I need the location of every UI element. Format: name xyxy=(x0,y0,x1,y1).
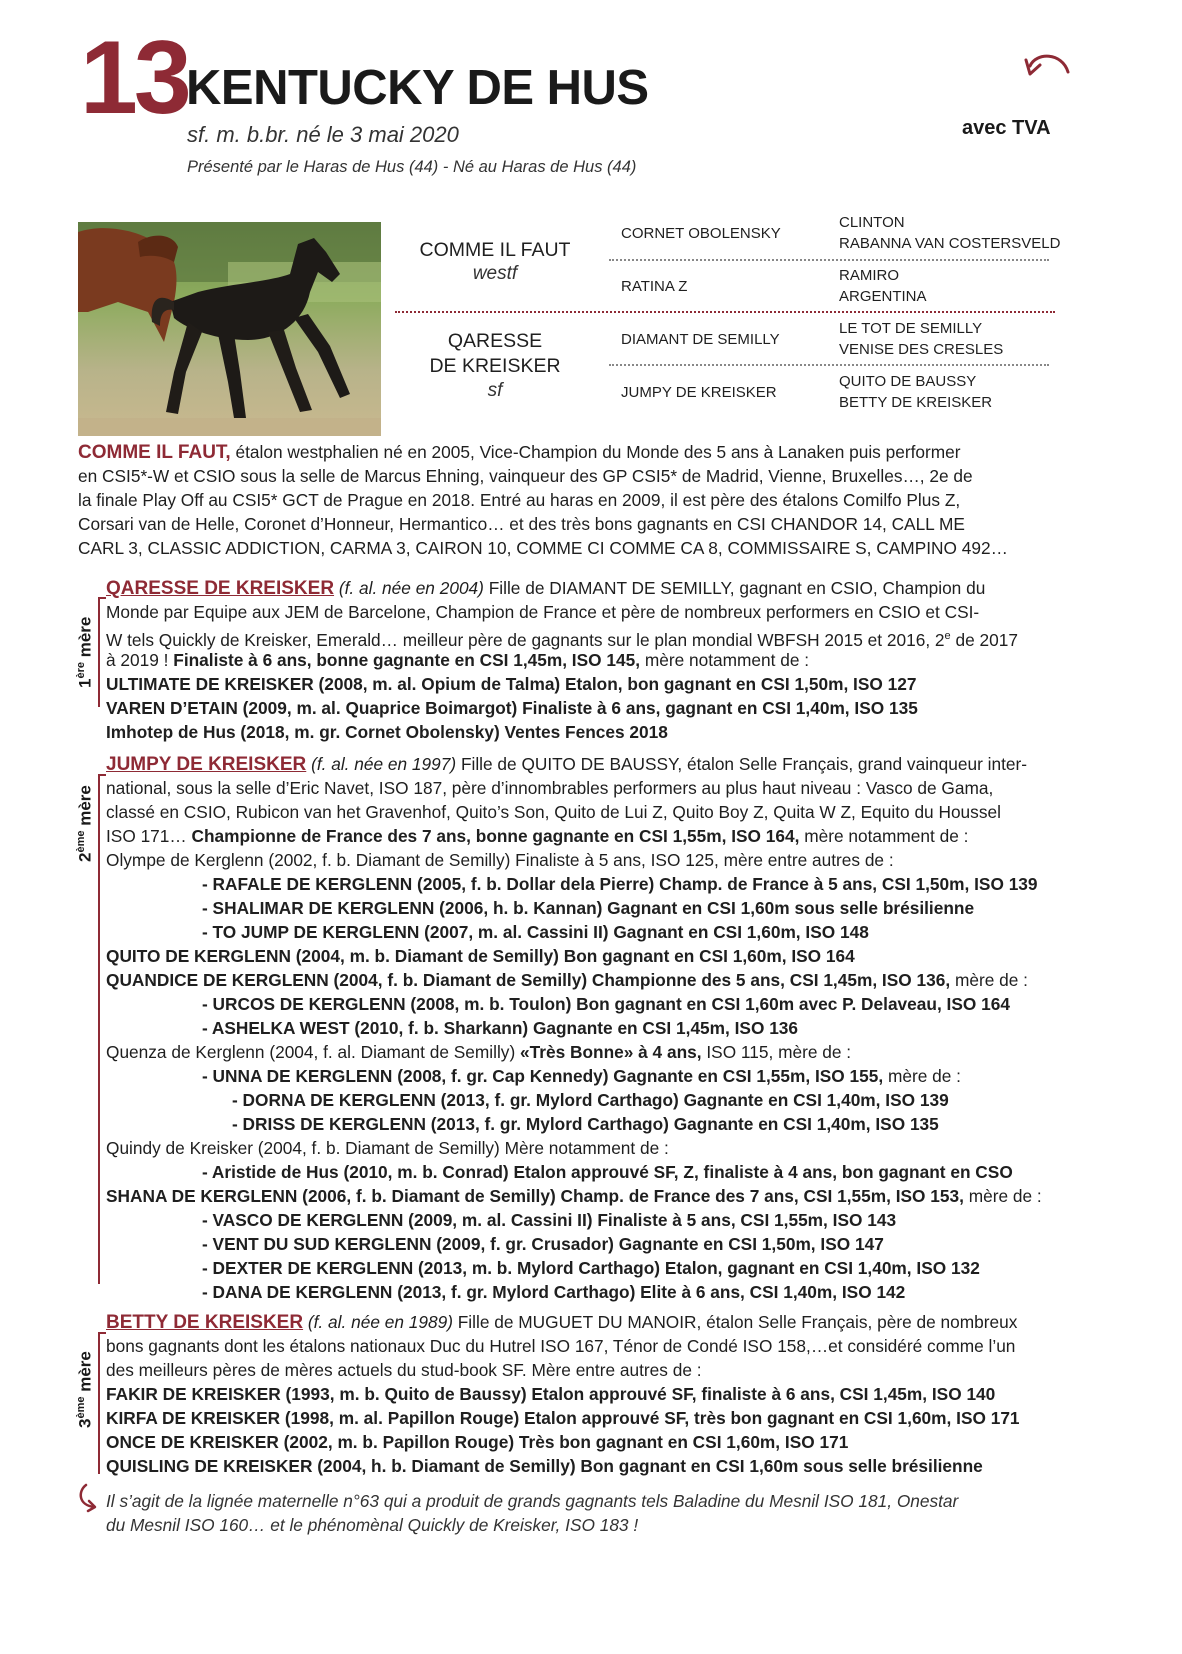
pedigree-divider xyxy=(609,364,1049,366)
second-dam-line-10: QUANDICE DE KERGLENN (2004, f. b. Diamant de Semilly) Championne des 5 ans, CSI 1,45m, ISO 136, mère de : xyxy=(106,970,1028,990)
footer-note xyxy=(106,1489,1106,1537)
pedigree-sire-name: COMME IL FAUT xyxy=(419,239,571,261)
pedigree-gen3-5: LE TOT DE SEMILLY xyxy=(839,320,983,337)
third-dam-offspring: ONCE DE KREISKER (2002, m. b. Papillon Rouge) Très bon gagnant en CSI 1,60m, ISO 171 xyxy=(106,1432,849,1452)
second-dam-line-17: Quindy de Kreisker (2004, f. b. Diamant de Semilly) Mère notamment de : xyxy=(106,1138,669,1158)
second-dam-line-14: - UNNA DE KERGLENN (2008, f. gr. Cap Kennedy) Gagnante en CSI 1,55m, ISO 155, mère de : xyxy=(202,1066,961,1086)
first-dam-line-1: QARESSE DE KREISKER (f. al. née en 2004) Fille de DIAMANT DE SEMILLY, gagnant en CSIO, Champion du xyxy=(106,578,986,599)
first-dam-line-2: Monde par Equipe aux JEM de Barcelone, Champion de France et père de nombreux performers en CSIO et CSI- xyxy=(106,602,980,622)
third-dam-line-1: BETTY DE KREISKER (f. al. née en 1989) Fille de MUGUET DU MANOIR, étalon Selle Français, père de nombreux xyxy=(106,1312,1018,1333)
footer-note-line-1: Il s’agit de la lignée maternelle n°63 qui a produit de grands gagnants tels Baladine du Mesnil ISO 181, Onestar xyxy=(106,1491,959,1511)
pedigree-gen3-3: RAMIRO xyxy=(839,267,899,284)
tva-label: avec TVA xyxy=(962,117,1051,139)
second-dam-line-6: - RAFALE DE KERGLENN (2005, f. b. Dollar dela Pierre) Champ. de France à 5 ans, CSI 1,50m, ISO 139 xyxy=(202,874,1038,894)
second-dam-line-5: Olympe de Kerglenn (2002, f. b. Diamant de Semilly) Finaliste à 5 ans, ISO 125, mère entre autres de : xyxy=(106,850,894,870)
third-dam-offspring: FAKIR DE KREISKER (1993, m. b. Quito de Baussy) Etalon approuvé SF, finaliste à 6 ans, CSI 1,45m, ISO 140 xyxy=(106,1384,996,1404)
footer-note-line-2: du Mesnil ISO 160… et le phénomènal Quickly de Kreisker, ISO 183 ! xyxy=(106,1515,639,1535)
first-dam-offspring: ULTIMATE DE KREISKER (2008, m. al. Opium de Talma) Etalon, bon gagnant en CSI 1,50m, ISO 127 xyxy=(106,674,917,694)
pedigree-gen3-4: ARGENTINA xyxy=(839,288,927,305)
second-dam-line-23: - DANA DE KERGLENN (2013, f. gr. Mylord Carthago) Elite à 6 ans, CSI 1,40m, ISO 142 xyxy=(202,1282,906,1302)
pedigree-divider-main xyxy=(395,311,1055,313)
third-dam-offspring: KIRFA DE KREISKER (1998, m. al. Papillon Rouge) Etalon approuvé SF, très bon gagnant en CSI 1,60m, ISO 171 xyxy=(106,1408,1020,1428)
section-bracket xyxy=(98,774,100,1284)
second-dam-line-9: QUITO DE KERGLENN (2004, m. b. Diamant de Semilly) Bon gagnant en CSI 1,60m, ISO 164 xyxy=(106,946,855,966)
second-dam-line-2: national, sous la selle d’Eric Navet, ISO 187, père d’innombrables performers au plus haut niveau : Vasco de Gama, xyxy=(106,778,994,798)
horse-photo xyxy=(78,222,381,436)
first-dam-label: 1ère mère xyxy=(75,616,95,688)
presented-by: Présenté par le Haras de Hus (44) - Né au Haras de Hus (44) xyxy=(187,158,637,176)
third-dam-line-3: des meilleurs pères de mères actuels du stud-book SF. Mère entre autres de : xyxy=(106,1360,702,1380)
pedigree-gen3-6: VENISE DES CRESLES xyxy=(839,341,1004,358)
pedigree-gen2-1: CORNET OBOLENSKY xyxy=(621,225,781,242)
second-dam-line-22: - DEXTER DE KERGLENN (2013, m. b. Mylord Carthago) Etalon, gagnant en CSI 1,40m, ISO 132 xyxy=(202,1258,980,1278)
pedigree-dam-name-line2: DE KREISKER xyxy=(429,355,561,377)
pedigree-gen3-2: RABANNA VAN COSTERSVELD xyxy=(839,235,1061,252)
sire-line-1: COMME IL FAUT, étalon westphalien né en 2005, Vice-Champion du Monde des 5 ans à Lanaken puis performer xyxy=(78,442,961,463)
third-dam-label: 3ème mère xyxy=(75,1351,95,1428)
pedigree-gen2-4: JUMPY DE KREISKER xyxy=(621,384,777,401)
pedigree-gen2-3: DIAMANT DE SEMILLY xyxy=(621,331,780,348)
pedigree-gen3-7: QUITO DE BAUSSY xyxy=(839,373,977,390)
pedigree-divider xyxy=(609,259,1049,261)
second-dam-line-7: - SHALIMAR DE KERGLENN (2006, h. b. Kannan) Gagnant en CSI 1,60m sous selle brésilienne xyxy=(202,898,975,918)
first-dam-offspring: VAREN D’ETAIN (2009, m. al. Quaprice Boimargot) Finaliste à 6 ans, gagnant en CSI 1,40m, ISO 135 xyxy=(106,698,918,718)
second-dam-line-18: - Aristide de Hus (2010, m. b. Conrad) Etalon approuvé SF, Z, finaliste à 4 ans, bon gagnant en CSO xyxy=(202,1162,1013,1182)
third-dam-offspring: QUISLING DE KREISKER (2004, h. b. Diamant de Semilly) Bon gagnant en CSI 1,60m sous selle brésilienne xyxy=(106,1456,983,1476)
section-bracket xyxy=(98,597,100,707)
second-dam-line-12: - ASHELKA WEST (2010, f. b. Sharkann) Gagnante en CSI 1,45m, ISO 136 xyxy=(202,1018,799,1038)
first-dam-line-3: W tels Quickly de Kreisker, Emerald… meilleur père de gagnants sur le plan mondial WBFSH 2015 et 2016, 2e de 2017 xyxy=(106,629,1018,650)
second-dam-line-11: - URCOS DE KERGLENN (2008, m. b. Toulon) Bon gagnant en CSI 1,60m avec P. Delaveau, ISO 164 xyxy=(202,994,1010,1014)
sire-line-4: Corsari van de Helle, Coronet d’Honneur, Hermantico… et des très bons gagnants en CSI CHANDOR 14, CALL ME xyxy=(78,514,965,534)
pedigree-gen3-1: CLINTON xyxy=(839,214,905,231)
third-dam-line-2: bons gagnants dont les étalons nationaux Duc du Hutrel ISO 167, Ténor de Condé ISO 158,…et considéré comme l’un xyxy=(106,1336,1016,1356)
sire-line-3: la finale Play Off au CSI5* GCT de Prague en 2018. Entré au haras en 2009, il est père des étalons Comilfo Plus Z, xyxy=(78,490,961,510)
second-dam-line-4: ISO 171… Championne de France des 7 ans, bonne gagnante en CSI 1,55m, ISO 164, mère notamment de : xyxy=(106,826,969,846)
sire-line-2: en CSI5*-W et CSIO sous la selle de Marcus Ehning, vainqueur des GP CSI5* de Madrid, Vienne, Bruxelles…, 2e de xyxy=(78,466,973,486)
first-dam-line-4: à 2019 ! Finaliste à 6 ans, bonne gagnante en CSI 1,45m, ISO 145, mère notamment de : xyxy=(106,650,810,670)
second-dam-line-20: - VASCO DE KERGLENN (2009, m. al. Cassini II) Finaliste à 5 ans, CSI 1,55m, ISO 143 xyxy=(202,1210,897,1230)
second-dam-line-15: - DORNA DE KERGLENN (2013, f. gr. Mylord Carthago) Gagnante en CSI 1,40m, ISO 139 xyxy=(232,1090,949,1110)
pedigree-gen3-8: BETTY DE KREISKER xyxy=(839,394,993,411)
second-dam-line-21: - VENT DU SUD KERGLENN (2009, f. gr. Crusador) Gagnante en CSI 1,50m, ISO 147 xyxy=(202,1234,884,1254)
second-dam-line-16: - DRISS DE KERGLENN (2013, f. gr. Mylord Carthago) Gagnante en CSI 1,40m, ISO 135 xyxy=(232,1114,939,1134)
pedigree-table xyxy=(395,214,1115,446)
pedigree-gen2-2: RATINA Z xyxy=(621,278,688,295)
second-dam-line-13: Quenza de Kerglenn (2004, f. al. Diamant de Semilly) «Très Bonne» à 4 ans, ISO 115, mère de : xyxy=(106,1042,852,1062)
section-bracket xyxy=(98,1332,100,1474)
second-dam-line-8: - TO JUMP DE KERGLENN (2007, m. al. Cassini II) Gagnant en CSI 1,60m, ISO 148 xyxy=(202,922,869,942)
horse-description: sf. m. b.br. né le 3 mai 2020 xyxy=(187,122,459,147)
curved-arrow-icon xyxy=(1024,52,1074,102)
curved-arrow-icon xyxy=(74,1483,102,1513)
horse-name: KENTUCKY DE HUS xyxy=(186,61,649,115)
sire-line-5: CARL 3, CLASSIC ADDICTION, CARMA 3, CAIRON 10, COMME CI COMME CA 8, COMMISSAIRE S, CAMPINO 492… xyxy=(78,538,1008,558)
lot-number: 13 xyxy=(80,20,188,136)
second-dam-line-3: classé en CSIO, Rubicon van het Gravenhof, Quito’s Son, Quito de Lui Z, Quito Boy Z, Quita W Z, Equito du Houssel xyxy=(106,802,1001,822)
pedigree-dam-name-line1: QARESSE xyxy=(447,330,543,352)
second-dam-label: 2ème mère xyxy=(75,785,95,862)
second-dam-line-1: JUMPY DE KREISKER (f. al. née en 1997) Fille de QUITO DE BAUSSY, étalon Selle Français, grand vainqueur inter- xyxy=(106,754,1028,775)
sire-name: COMME IL FAUT, xyxy=(78,442,231,463)
pedigree-dam-breed: sf xyxy=(487,380,503,401)
first-dam-offspring: Imhotep de Hus (2018, m. gr. Cornet Obolensky) Ventes Fences 2018 xyxy=(106,722,668,742)
pedigree-sire-breed: westf xyxy=(472,263,518,284)
second-dam-line-19: SHANA DE KERGLENN (2006, f. b. Diamant de Semilly) Champ. de France des 7 ans, CSI 1,55m, ISO 153, mère de : xyxy=(106,1186,1042,1206)
